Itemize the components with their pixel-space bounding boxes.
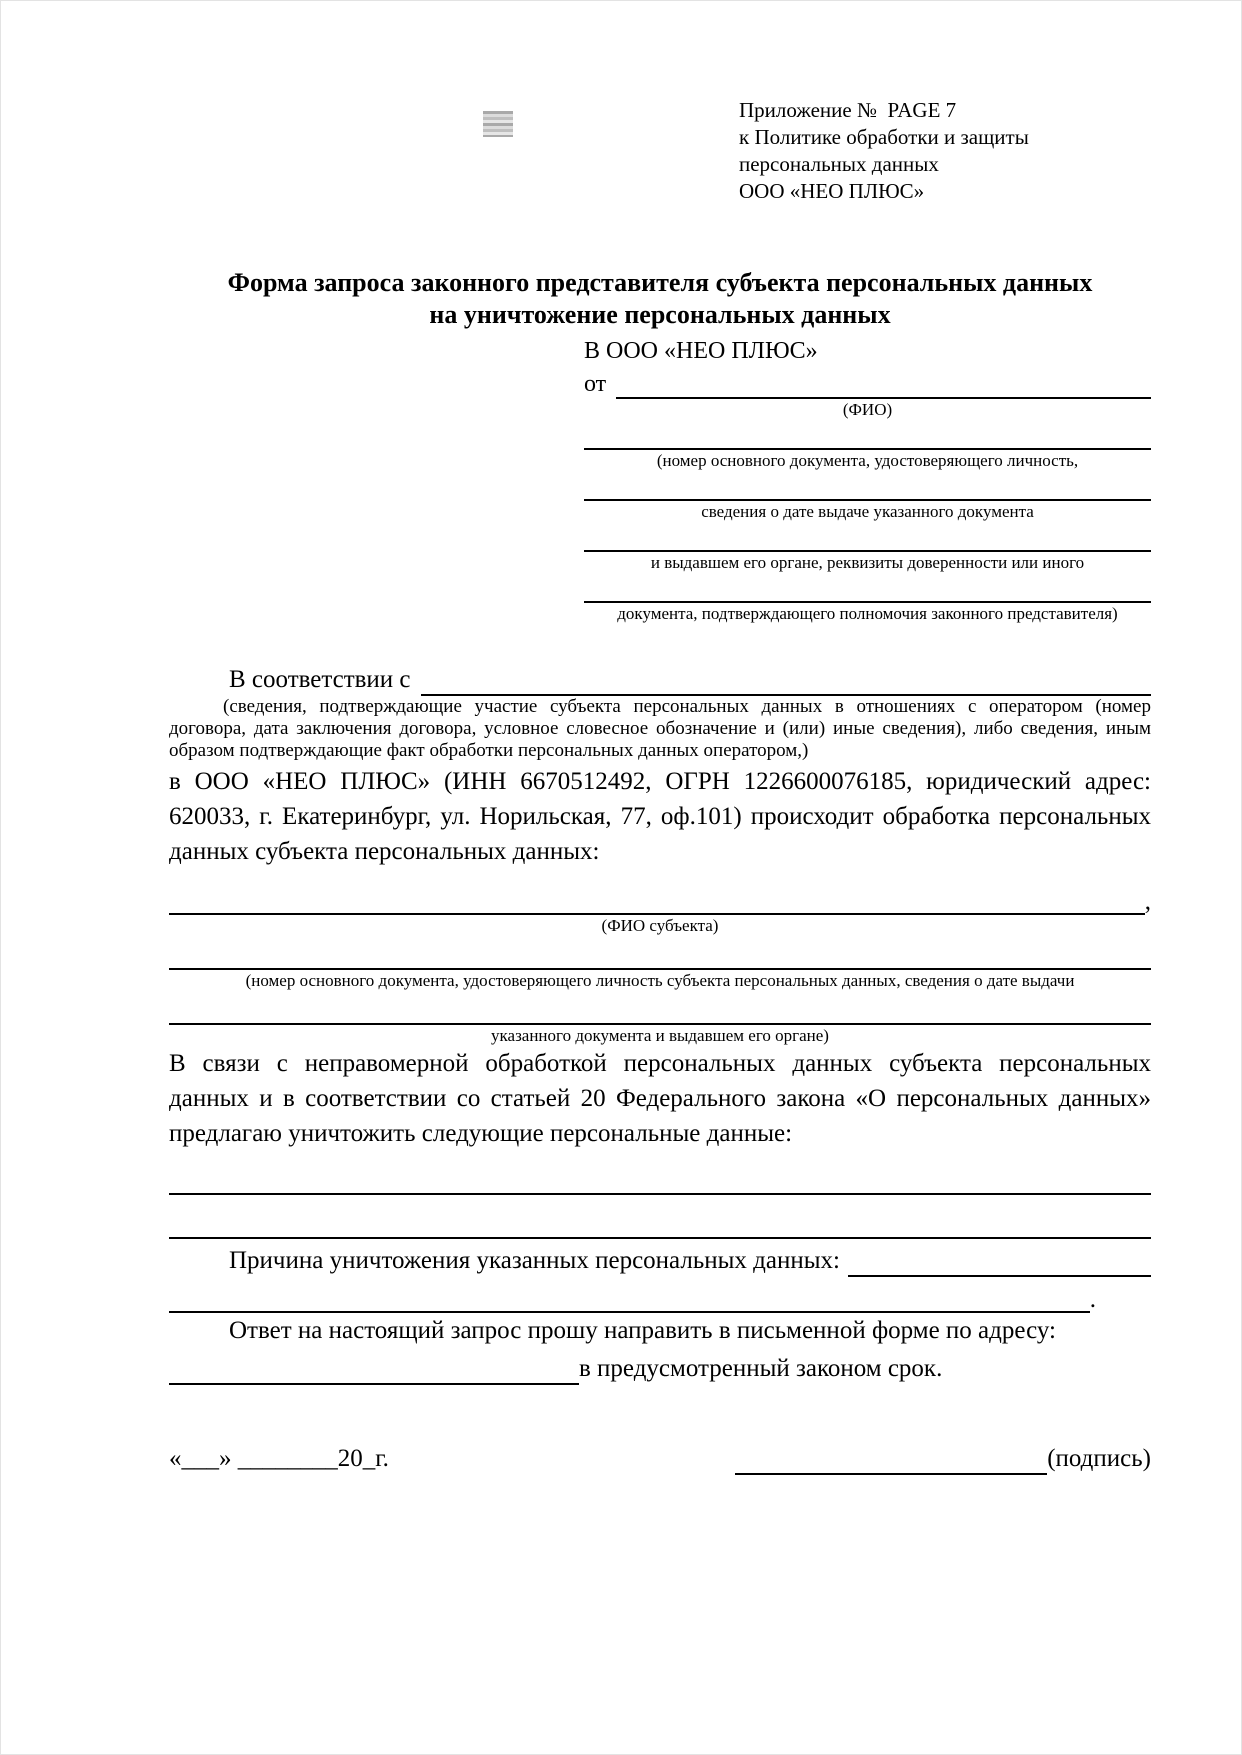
reply-request-line: Ответ на настоящий запрос прошу направить в письменной форме по адресу:: [229, 1317, 1056, 1344]
page-content: [169, 1, 1151, 1475]
document-number-caption: (номер основного документа, удостоверяющего личность,: [656, 451, 1079, 470]
from-label: от: [584, 371, 607, 397]
subject-document-field-line[interactable]: [169, 938, 1151, 970]
subject-fio-field-line[interactable]: [169, 887, 1145, 915]
demand-paragraph: В связи с неправомерной обработкой персональных данных субъекта персональных данных и в соответствии со статьей 20 Федерального закона «О персональных данных» предлагаю уничтожить следующие персональные данные:: [169, 1050, 1151, 1147]
reason-continuation-row: [169, 1277, 1151, 1313]
document-number-unit: [584, 422, 1151, 471]
issue-date-caption: сведения о дате выдаче указанного документа: [701, 502, 1034, 521]
signature-caption: (подпись): [1047, 1445, 1151, 1472]
reason-row: [169, 1239, 1151, 1277]
form-title: [169, 267, 1151, 331]
subject-authority-field-line[interactable]: [169, 993, 1151, 1025]
subject-fio-row: [169, 879, 1151, 915]
subject-authority-unit: [169, 993, 1151, 1046]
company-name-line: ООО «НЕО ПЛЮС»: [739, 179, 925, 203]
date-fill-line[interactable]: «___» ________20_г.: [169, 1445, 389, 1472]
form-title-line2: на уничтожение персональных данных: [429, 300, 891, 329]
footer-row: [169, 1443, 1151, 1475]
authority-document-unit: [584, 575, 1151, 624]
subject-document-caption: (номер основного документа, удостоверяющего личность субъекта персональных данных, сведения о дате выдачи: [245, 971, 1075, 990]
signature-group: [735, 1443, 1151, 1475]
accordance-note: (сведения, подтверждающие участие субъекта персональных данных в отношениях с оператором (номер договора, дата заключения договора, условное словесное обозначение и (или) иные сведения), либо сведения, иным образом подтверждающие факт обработки персональных данных оператором,): [169, 696, 1151, 761]
accordance-field-line[interactable]: [421, 666, 1151, 696]
subject-authority-caption: указанного документа и выдавшем его органе): [491, 1026, 829, 1045]
issuing-authority-unit: [584, 524, 1151, 573]
reason-period: .: [1089, 1286, 1096, 1313]
reason-label: Причина уничтожения указанных персональных данных:: [229, 1247, 840, 1274]
reason-field-line-2[interactable]: [169, 1285, 1090, 1313]
issuing-authority-field-line[interactable]: [584, 524, 1151, 552]
appendix-header: [739, 97, 1151, 205]
authority-document-field-line[interactable]: [584, 575, 1151, 603]
subject-document-unit: [169, 938, 1151, 991]
subject-fio-caption: (ФИО субъекта): [601, 916, 719, 935]
form-title-line1: Форма запроса законного представителя субъекта персональных данных: [227, 268, 1093, 297]
reply-address-row: [169, 1349, 1151, 1385]
issue-date-unit: [584, 473, 1151, 522]
operator-paragraph: в ООО «НЕО ПЛЮС» (ИНН 6670512492, ОГРН 1226600076185, юридический адрес: 620033, г. Екатеринбург, ул. Норильская, 77, оф.101) происходит обработка персональных данных субъекта персональных данных:: [169, 768, 1151, 865]
addressee-company: В ООО «НЕО ПЛЮС»: [584, 338, 818, 364]
policy-reference-line: к Политике обработки и защиты: [739, 125, 1029, 149]
reason-field-line[interactable]: [848, 1247, 1151, 1277]
from-row: [584, 367, 1151, 399]
authority-document-caption: документа, подтверждающего полномочия законного представителя): [617, 604, 1118, 623]
accordance-row: [169, 660, 1151, 696]
accordance-label: В соответствии с: [229, 666, 411, 693]
data-to-destroy-field-line-1[interactable]: [169, 1151, 1151, 1195]
reply-address-field-line[interactable]: [169, 1355, 579, 1385]
policy-reference-line2: персональных данных: [739, 152, 939, 176]
document-number-field-line[interactable]: [584, 422, 1151, 450]
issue-date-field-line[interactable]: [584, 473, 1151, 501]
data-to-destroy-field-line-2[interactable]: [169, 1195, 1151, 1239]
signature-field-line[interactable]: [735, 1445, 1047, 1475]
appendix-number-line: Приложение № PAGE 7: [739, 98, 957, 122]
issuing-authority-caption: и выдавшем его органе, реквизиты доверенности или иного: [650, 553, 1085, 572]
subject-fio-comma: ,: [1144, 888, 1151, 915]
addressee-block: [584, 335, 1151, 624]
fio-caption: (ФИО): [842, 400, 893, 419]
reply-term-text: в предусмотренный законом срок.: [579, 1355, 943, 1382]
fio-field-line[interactable]: [616, 371, 1151, 399]
